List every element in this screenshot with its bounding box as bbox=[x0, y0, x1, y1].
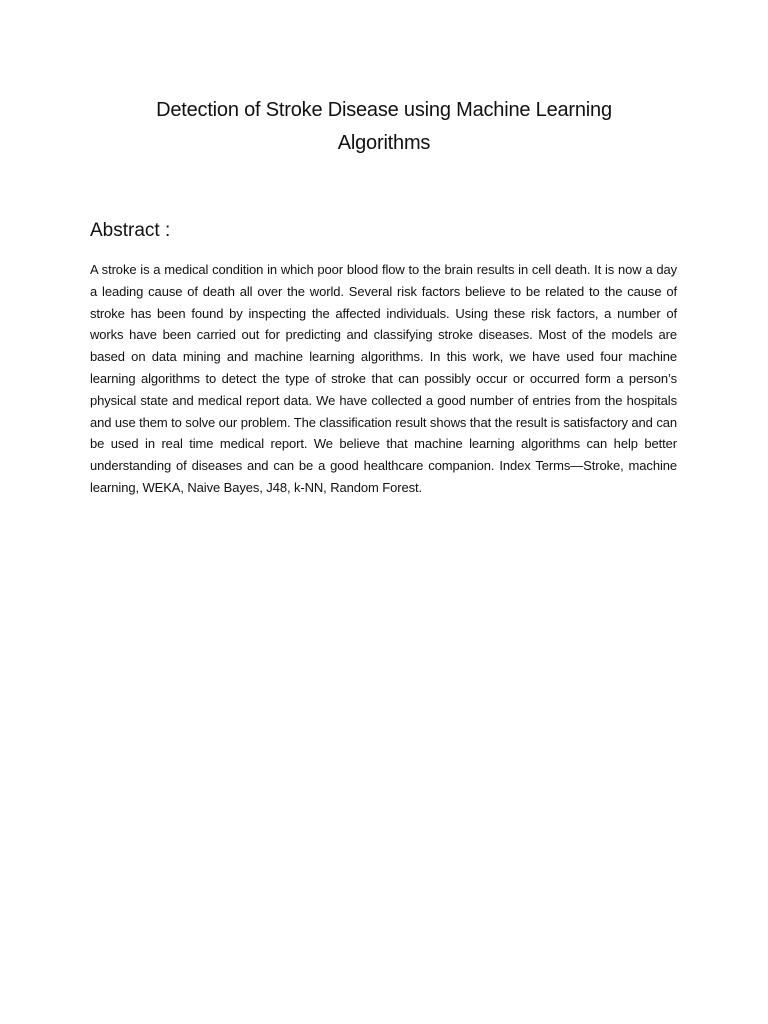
abstract-heading: Abstract : bbox=[90, 220, 171, 241]
abstract-text: A stroke is a medical condition in which poor blood flow to the brain results in cell death. It is now a day a leading cause of death all over the world. Several risk factors believe to be related to the cause of stroke has been found by inspecting the affected individuals. Using these risk factors, a number of works have been carried out for predicting and classifying stroke diseases. Most of the models are based on data mining and machine learning algorithms. In this work, we have used four machine learning algorithms to detect the type of stroke that can possibly occur or occurred form a person’s physical state and medical report data. We have collected a good number of entries from the hospitals and use them to solve our problem. The classification result shows that the result is satisfactory and can be used in real time medical report. We believe that machine learning algorithms can help better understanding of diseases and can be a good healthcare companion. Index Terms—Stroke, machine learning, WEKA, Naive Bayes, J48, k-NN, Random Forest. bbox=[90, 262, 677, 495]
paper-title: Detection of Stroke Disease using Machine Learning Algorithms bbox=[156, 99, 612, 154]
